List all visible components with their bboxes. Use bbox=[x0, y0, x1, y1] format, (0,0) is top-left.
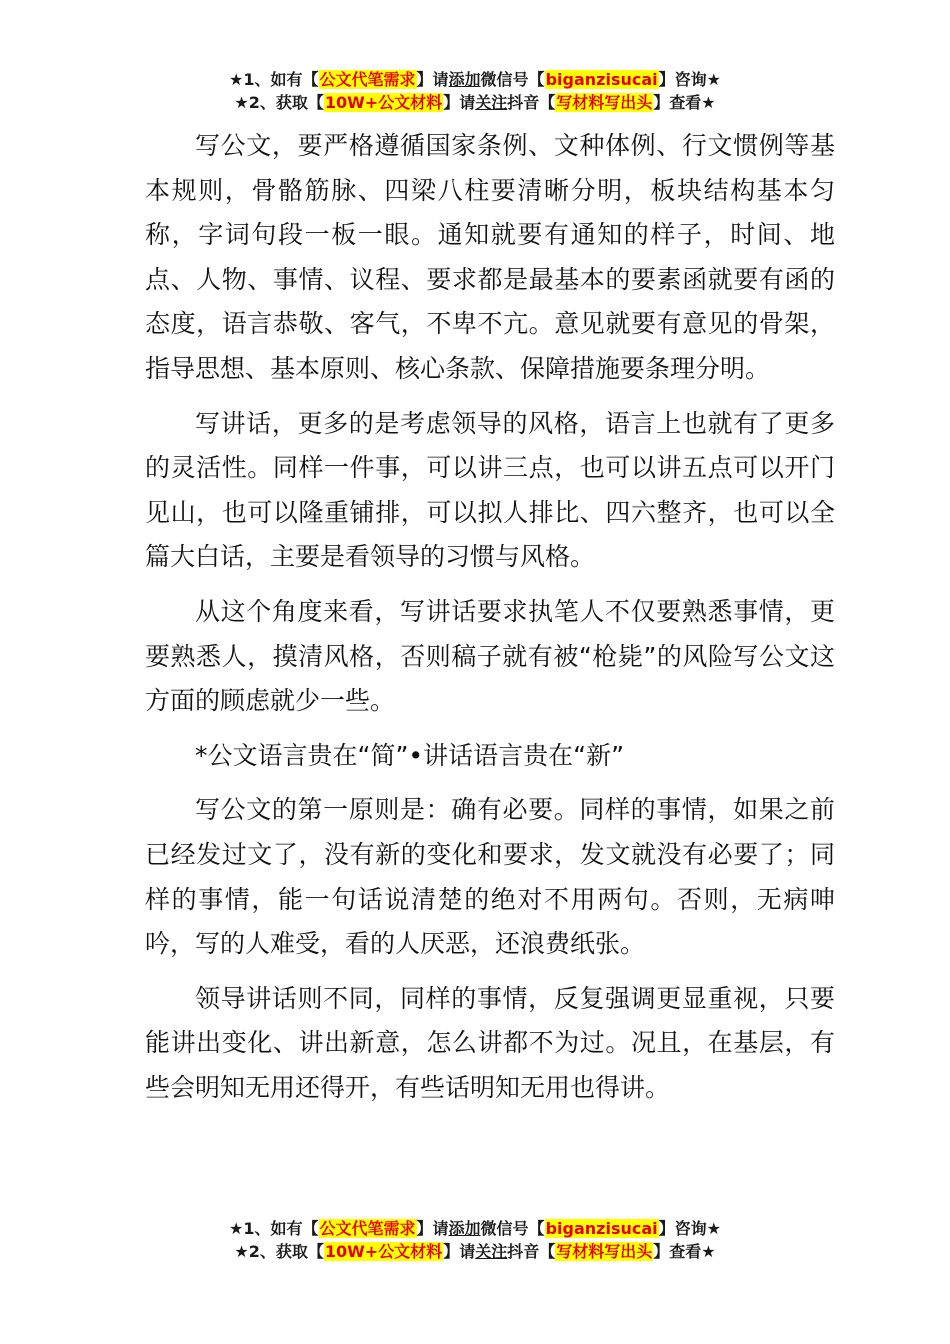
banner-text: ★1、如有【 bbox=[229, 70, 319, 89]
banner-text: 抖音【 bbox=[507, 93, 556, 112]
banner-highlight: 10W+公文材料 bbox=[324, 1242, 443, 1261]
banner-underlined-text: 关注 bbox=[475, 1242, 508, 1261]
paragraph: 写讲话，更多的是考虑领导的风格，语言上也就有了更多的灵活性。同样一件事，可以讲三点，也可以讲五点可以开门见山，也可以隆重铺排，可以拟人排比、四六整齐，也可以全篇大白话，主要是看领导的习惯与风格。 bbox=[145, 408, 835, 572]
banner-text: 微信号【 bbox=[480, 70, 545, 89]
banner-text: ★2、获取【 bbox=[234, 1242, 324, 1261]
banner-text: 】查看★ bbox=[653, 1242, 716, 1261]
banner-text: 】请 bbox=[443, 1242, 476, 1261]
paragraph: 领导讲话则不同，同样的事情，反复强调更显重视，只要能讲出变化、讲出新意，怎么讲都不为过。况且，在基层，有些会明知无用还得开，有些话明知无用也得讲。 bbox=[145, 983, 835, 1102]
banner-line-1 bbox=[0, 68, 950, 91]
banner-highlight: biganzisucai bbox=[545, 1219, 658, 1238]
banner-text: 】请 bbox=[416, 1219, 449, 1238]
banner-highlight: 写材料写出头 bbox=[556, 1242, 653, 1261]
banner-text: 】咨询★ bbox=[658, 70, 721, 89]
paragraph: 写公文的第一原则是：确有必要。同样的事情，如果之前已经发过文了，没有新的变化和要求，发文就没有必要了；同样的事情，能一句话说清楚的绝对不用两句。否则，无病呻吟，写的人难受，看的人厌恶，还浪费纸张。 bbox=[145, 795, 835, 959]
banner-text: 】请 bbox=[416, 70, 449, 89]
banner-underlined-text: 关注 bbox=[475, 93, 508, 112]
banner-text: 抖音【 bbox=[507, 1242, 556, 1261]
footer-banner bbox=[0, 1217, 950, 1263]
banner-text: 】查看★ bbox=[653, 93, 716, 112]
banner-line-2 bbox=[0, 1240, 950, 1263]
banner-line-2 bbox=[0, 91, 950, 114]
banner-text: 】咨询★ bbox=[658, 1219, 721, 1238]
banner-text: ★1、如有【 bbox=[229, 1219, 319, 1238]
banner-underlined-text: 添加 bbox=[448, 1219, 481, 1238]
section-heading: *公文语言贵在“简”•讲话语言贵在“新” bbox=[195, 740, 625, 770]
banner-highlight: 写材料写出头 bbox=[556, 93, 653, 112]
banner-highlight: 10W+公文材料 bbox=[324, 93, 443, 112]
banner-highlight: 公文代笔需求 bbox=[319, 1219, 416, 1238]
paragraph: 从这个角度来看，写讲话要求执笔人不仅要熟悉事情，更要熟悉人，摸清风格，否则稿子就有被“枪毙”的风险写公文这方面的顾虑就少一些。 bbox=[145, 596, 835, 716]
header-banner bbox=[0, 68, 950, 114]
banner-underlined-text: 添加 bbox=[448, 70, 481, 89]
banner-highlight: biganzisucai bbox=[545, 70, 658, 89]
document-body bbox=[145, 124, 835, 1120]
banner-text: 】请 bbox=[443, 93, 476, 112]
banner-line-1 bbox=[0, 1217, 950, 1240]
banner-text: 微信号【 bbox=[480, 1219, 545, 1238]
paragraph: 写公文，要严格遵循国家条例、文种体例、行文惯例等基本规则，骨骼筋脉、四梁八柱要清晰分明，板块结构基本匀称，字词句段一板一眼。通知就要有通知的样子，时间、地点、人物、事情、议程、要求都是最基本的要素函就要有函的态度，语言恭敬、客气，不卑不亢。意见就要有意见的骨架，指导思想、基本原则、核心条款、保障措施要条理分明。 bbox=[145, 131, 835, 383]
banner-text: ★2、获取【 bbox=[234, 93, 324, 112]
banner-highlight: 公文代笔需求 bbox=[319, 70, 416, 89]
